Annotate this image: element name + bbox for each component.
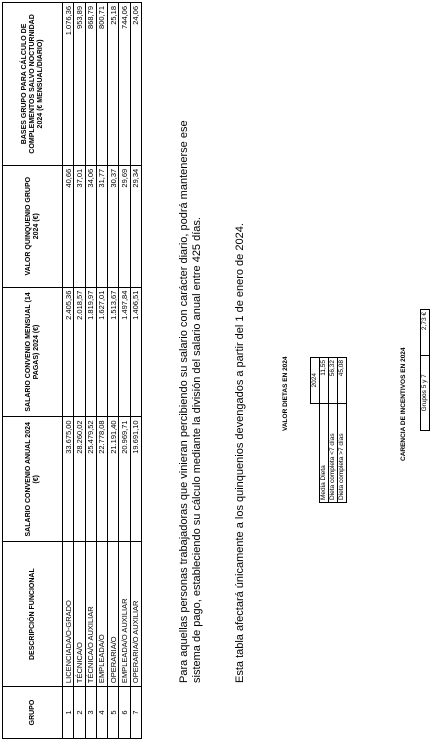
cell-quinquenio: 34,06 bbox=[85, 165, 96, 287]
cell-salario-anual: 33.675,00 bbox=[63, 417, 74, 542]
header-descripcion: DESCRIPCIÓN FUNCIONAL bbox=[3, 542, 63, 687]
cell-descripcion: LICENCIADA/O-GRADO bbox=[63, 542, 74, 687]
table-header-row bbox=[3, 3, 63, 739]
table-row bbox=[329, 358, 338, 503]
dieta-label: Media Dieta bbox=[320, 403, 329, 502]
cell-salario-mensual: 1.819,97 bbox=[85, 287, 96, 417]
cell-grupo: 2 bbox=[74, 687, 85, 739]
cell-grupo: 1 bbox=[63, 687, 74, 739]
cell-quinquenio: 29,69 bbox=[119, 165, 130, 287]
cell-descripcion: EMPLEADA/O AUXILIAR bbox=[119, 542, 130, 687]
cell-salario-anual: 28.260,02 bbox=[74, 417, 85, 542]
cell-quinquenio: 29,34 bbox=[130, 165, 141, 287]
cell-grupo: 3 bbox=[85, 687, 96, 739]
cell-grupo: 7 bbox=[130, 687, 141, 739]
carencia-title: CARENCIA DE INCENTIVOS EN 2024 bbox=[400, 347, 407, 461]
dietas-year-row bbox=[311, 358, 320, 503]
dieta-value: 45,08 bbox=[338, 358, 347, 404]
cell-descripcion: OPERARIA/O AUXILIAR bbox=[130, 542, 141, 687]
table-row bbox=[74, 3, 85, 739]
table-row bbox=[63, 3, 74, 739]
table-row bbox=[320, 358, 329, 503]
cell-descripcion: OPERARIA/O bbox=[108, 542, 119, 687]
dieta-value: 56,32 bbox=[329, 358, 338, 404]
cell-grupo: 4 bbox=[96, 687, 107, 739]
table-row bbox=[421, 310, 430, 431]
cell-salario-anual: 25.479,52 bbox=[85, 417, 96, 542]
cell-salario-anual: 20.969,71 bbox=[119, 417, 130, 542]
cell-salario-mensual: 1.406,51 bbox=[130, 287, 141, 417]
carencia-table bbox=[420, 309, 430, 431]
cell-salario-mensual: 2.018,57 bbox=[74, 287, 85, 417]
table-row bbox=[96, 3, 107, 739]
table-row bbox=[338, 358, 347, 503]
dieta-label: Dieta completa <7 días bbox=[329, 403, 338, 502]
header-quinquenio: VALOR QUINQUENIO GRUPO 2024 (€) bbox=[3, 165, 63, 287]
cell-bases: 24,06 bbox=[130, 3, 141, 166]
cell-salario-mensual: 2.405,36 bbox=[63, 287, 74, 417]
cell-descripcion: TÉCNICA/O AUXILIAR bbox=[85, 542, 96, 687]
cell-quinquenio: 31,77 bbox=[96, 165, 107, 287]
cell-bases: 25,18 bbox=[108, 3, 119, 166]
paragraph-quinquenios: Esta tabla afectará únicamente a los quinquenios devengados a partir del 1 de enero de 2024. bbox=[234, 223, 246, 683]
header-grupo: GRUPO bbox=[3, 687, 63, 739]
cell-quinquenio: 40,66 bbox=[63, 165, 74, 287]
cell-descripcion: EMPLEADA/O bbox=[96, 542, 107, 687]
salary-table bbox=[2, 2, 142, 739]
dieta-value: 11,55 bbox=[320, 358, 329, 404]
dietas-year: 2024 bbox=[311, 358, 320, 404]
cell-salario-mensual: 1.497,84 bbox=[119, 287, 130, 417]
carencia-value: 2,73 € bbox=[421, 310, 430, 356]
dietas-title: VALOR DIETAS EN 2024 bbox=[282, 356, 289, 431]
cell-grupo: 6 bbox=[119, 687, 130, 739]
cell-salario-mensual: 1.627,01 bbox=[96, 287, 107, 417]
cell-salario-mensual: 1.513,67 bbox=[108, 287, 119, 417]
cell-salario-anual: 22.778,08 bbox=[96, 417, 107, 542]
table-row bbox=[130, 3, 141, 739]
cell-bases: 744,06 bbox=[119, 3, 130, 166]
header-salario-anual: SALARIO CONVENIO ANUAL 2024 (€) bbox=[3, 417, 63, 542]
cell-bases: 1.076,36 bbox=[63, 3, 74, 166]
dietas-table bbox=[310, 357, 347, 503]
cell-salario-anual: 21.191,40 bbox=[108, 417, 119, 542]
table-row bbox=[108, 3, 119, 739]
cell-salario-anual: 19.691,10 bbox=[130, 417, 141, 542]
cell-descripcion: TÉCNICA/O bbox=[74, 542, 85, 687]
table-row bbox=[119, 3, 130, 739]
cell-quinquenio: 37,01 bbox=[74, 165, 85, 287]
cell-bases: 800,71 bbox=[96, 3, 107, 166]
cell-bases: 953,89 bbox=[74, 3, 85, 166]
table-row bbox=[85, 3, 96, 739]
paragraph-salario-diario: Para aquellas personas trabajadoras que vinieran percibiendo su salario con carácter diario, podrá mantenerse ese sistema de pago, estableciendo su cálculo mediante la división del salario anual entre 425 días. bbox=[178, 120, 203, 683]
cell-bases: 868,79 bbox=[85, 3, 96, 166]
cell-grupo: 5 bbox=[108, 687, 119, 739]
cell-quinquenio: 30,37 bbox=[108, 165, 119, 287]
carencia-label: Grupos 5 y 7 bbox=[421, 355, 430, 430]
header-bases-grupo: BASES GRUPO PARA CÁLCULO DE COMPLEMENTOS SALVO NOCTURNIDAD 2024 (€ MENSUAL/DIARIO) bbox=[3, 3, 63, 166]
header-salario-mensual: SALARIO CONVENIO MENSUAL (14 PAGAS) 2024 (€) bbox=[3, 287, 63, 417]
dieta-label: Dieta completa >7 días bbox=[338, 403, 347, 502]
